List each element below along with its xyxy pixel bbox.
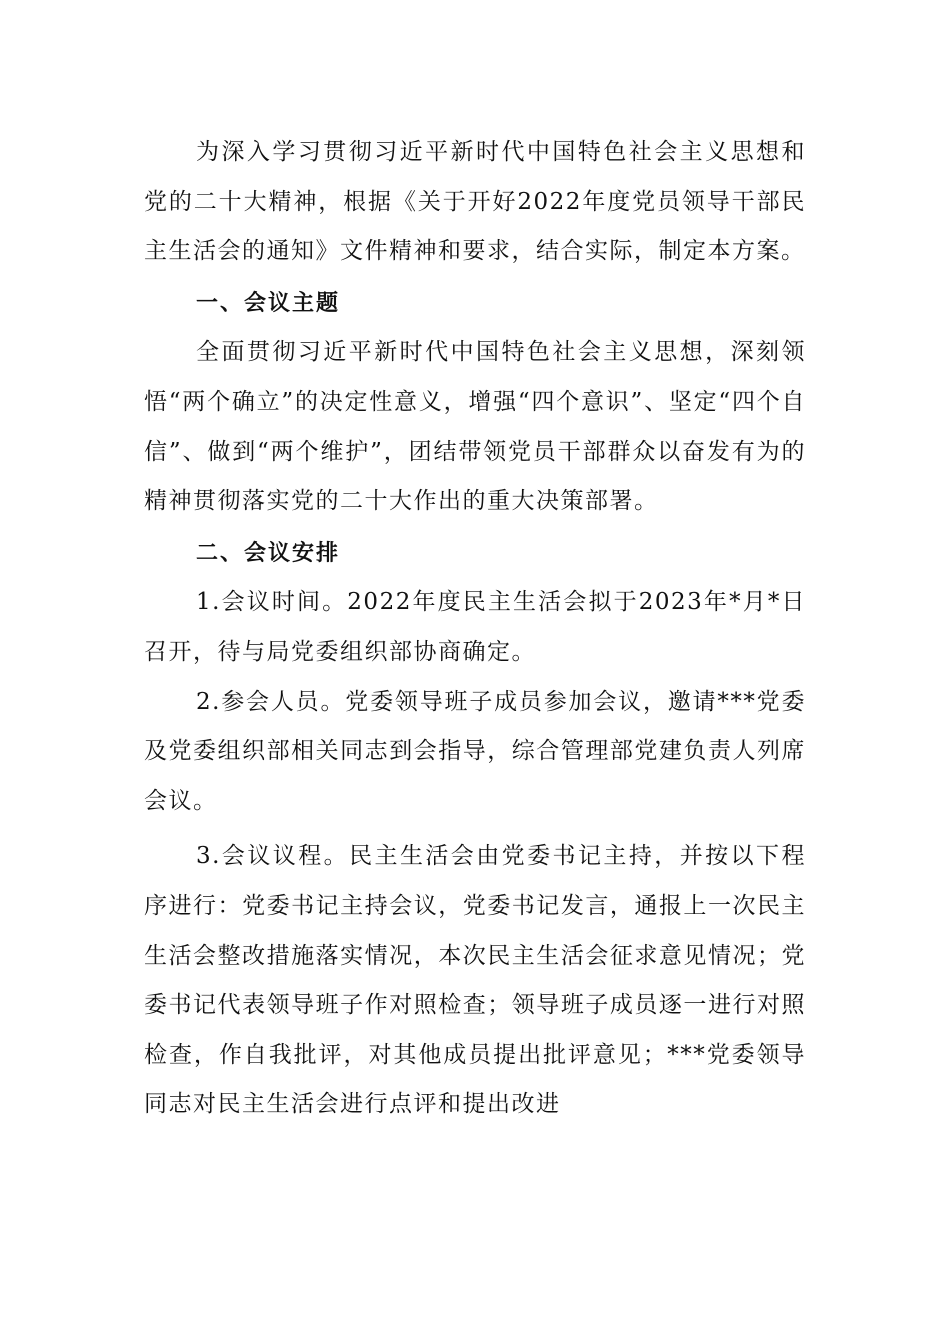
agenda-paragraph: 3.会议议程。民主生活会由党委书记主持，并按以下程序进行：党委书记主持会议，党委书记发言，通报上一次民主生活会整改措施落实情况，本次民主生活会征求意见情况；党委书记代表领导班子作对照检查；领导班子成员逐一进行对照检查，作自我批评，对其他成员提出批评意见；***党委领导同志对民主生活会进行点评和提出改进 [144,843,806,1118]
document-body [144,128,806,1130]
meeting-theme-paragraph: 全面贯彻习近平新时代中国特色社会主义思想，深刻领悟“两个确立”的决定性意义，增强“四个意识”、坚定“四个自信”、做到“两个维护”，团结带领党员干部群众以奋发有为的精神贯彻落实党的二十大作出的重大决策部署。 [144,339,806,515]
intro-paragraph: 为深入学习贯彻习近平新时代中国特色社会主义思想和党的二十大精神，根据《关于开好2022年度党员领导干部民主生活会的通知》文件精神和要求，结合实际，制定本方案。 [144,139,806,265]
section-heading-meeting-theme: 一、会议主题 [196,290,341,316]
section-heading-meeting-arrangement: 二、会议安排 [196,540,341,566]
attendees-paragraph: 2.参会人员。党委领导班子成员参加会议，邀请***党委及党委组织部相关同志到会指导，综合管理部党建负责人列席会议。 [144,688,806,814]
meeting-time-paragraph: 1.会议时间。2022年度民主生活会拟于2023年*月*日召开，待与局党委组织部协商确定。 [144,589,806,665]
